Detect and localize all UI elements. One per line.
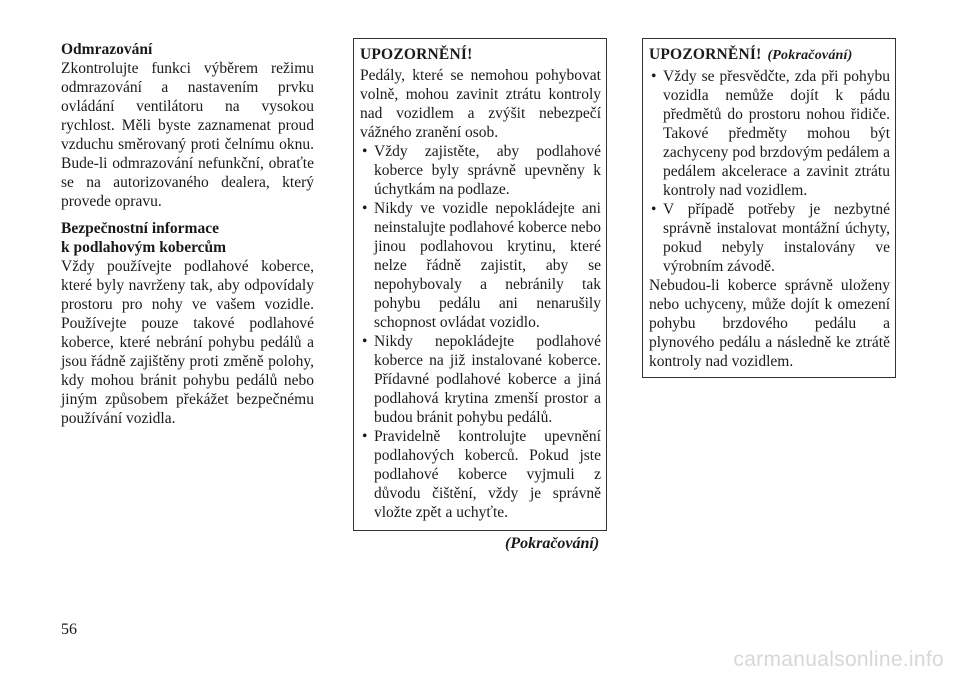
floor-mat-heading-line2: k podlahovým kobercům <box>61 239 227 256</box>
list-item: • V případě potřeby je nezbytné správně instalovat montážní úchyty, pokud nebyly instalovány ve výrobním závodě. <box>651 201 890 275</box>
defrost-heading: Odmrazování <box>61 41 153 58</box>
warning-outro: Nebudou-li koberce správně uloženy nebo uchyceny, může dojít k omezení pohybu brzdového pedálu a plynového pedálu a následně ke ztrátě kontroly nad vozidlem. <box>649 277 890 370</box>
defrost-paragraph: Zkontrolujte funkci výběrem režimu odmrazování a nastavením prvku ovládání ventilátoru na vysokou rychlost. Měli byste zaznamenat proud vzduchu směrovaný proti čelnímu oknu. Bude-li odmrazování nefunkční, obraťte se na autorizovaného dealera, který provede opravu. <box>61 60 314 210</box>
bullet-icon: • <box>362 143 368 160</box>
bullet-icon: • <box>362 428 368 445</box>
warning-title: UPOZORNĚNÍ! (Pokračování) <box>649 46 853 63</box>
list-item: • Nikdy ve vozidle nepokládejte ani neinstalujte podlahové koberce nebo jinou podlahovou krytinu, které nelze řádně zajistit, aby se nepohybovaly a nebránily tak pohybu pedálu ani nenarušily schopnost ovládat vozidlo. <box>362 200 601 331</box>
warning-title: UPOZORNĚNÍ! <box>360 46 473 63</box>
list-item: • Pravidelně kontrolujte upevnění podlahových koberců. Pokud jste podlahové koberce vyjmuli z důvodu čištění, vždy je správně vložte zpět a uchyťte. <box>362 428 601 521</box>
list-item: • Vždy se přesvědčte, zda při pohybu vozidla nemůže dojít k pádu předmětů do prostoru nohou řidiče. Takové předměty mohou být zachyceny pod brzdovým pedálem a pedálem akcelerace a zavinit ztrátu kontroly nad vozidlem. <box>651 68 890 199</box>
continued-label: (Pokračování) <box>505 535 600 552</box>
left-column <box>61 40 314 428</box>
bullet-icon: • <box>651 68 657 85</box>
continued-suffix: (Pokračování) <box>767 48 853 63</box>
warning-bullet-list <box>360 142 601 522</box>
bullet-icon: • <box>362 333 368 350</box>
floor-mat-heading-line1: Bezpečnostní informace <box>61 220 219 237</box>
bullet-icon: • <box>651 201 657 218</box>
warning-box-2 <box>642 38 896 378</box>
list-item: • Vždy zajistěte, aby podlahové koberce byly správně upevněny k úchytkám na podlaze. <box>362 143 601 198</box>
floor-mat-paragraph: Vždy používejte podlahové koberce, které byly navrženy tak, aby odpovídaly prostoru pro nohy ve vašem vozidle. Používejte pouze takové podlahové koberce, které nebrání pohybu pedálů a jsou řádně zajištěny proti změně polohy, kdy mohou bránit pohybu pedálů nebo jiným způsobem překážet bezpečnému používání vozidla. <box>61 258 314 427</box>
page-number: 56 <box>61 621 77 638</box>
list-item: • Nikdy nepokládejte podlahové koberce na již instalované koberce. Přídavné podlahové koberce a jiná podlahová krytina zmenší prostor a budou bránit pohybu pedálů. <box>362 333 601 426</box>
watermark: carmanualsonline.info <box>733 648 944 671</box>
bullet-icon: • <box>362 200 368 217</box>
warning-box-1 <box>353 38 607 531</box>
warning-bullet-list <box>649 67 890 276</box>
warning-intro: Pedály, které se nemohou pohybovat volně, mohou zavinit ztrátu kontroly nad vozidlem a zvýšit nebezpečí vážného zranění osob. <box>360 67 601 141</box>
